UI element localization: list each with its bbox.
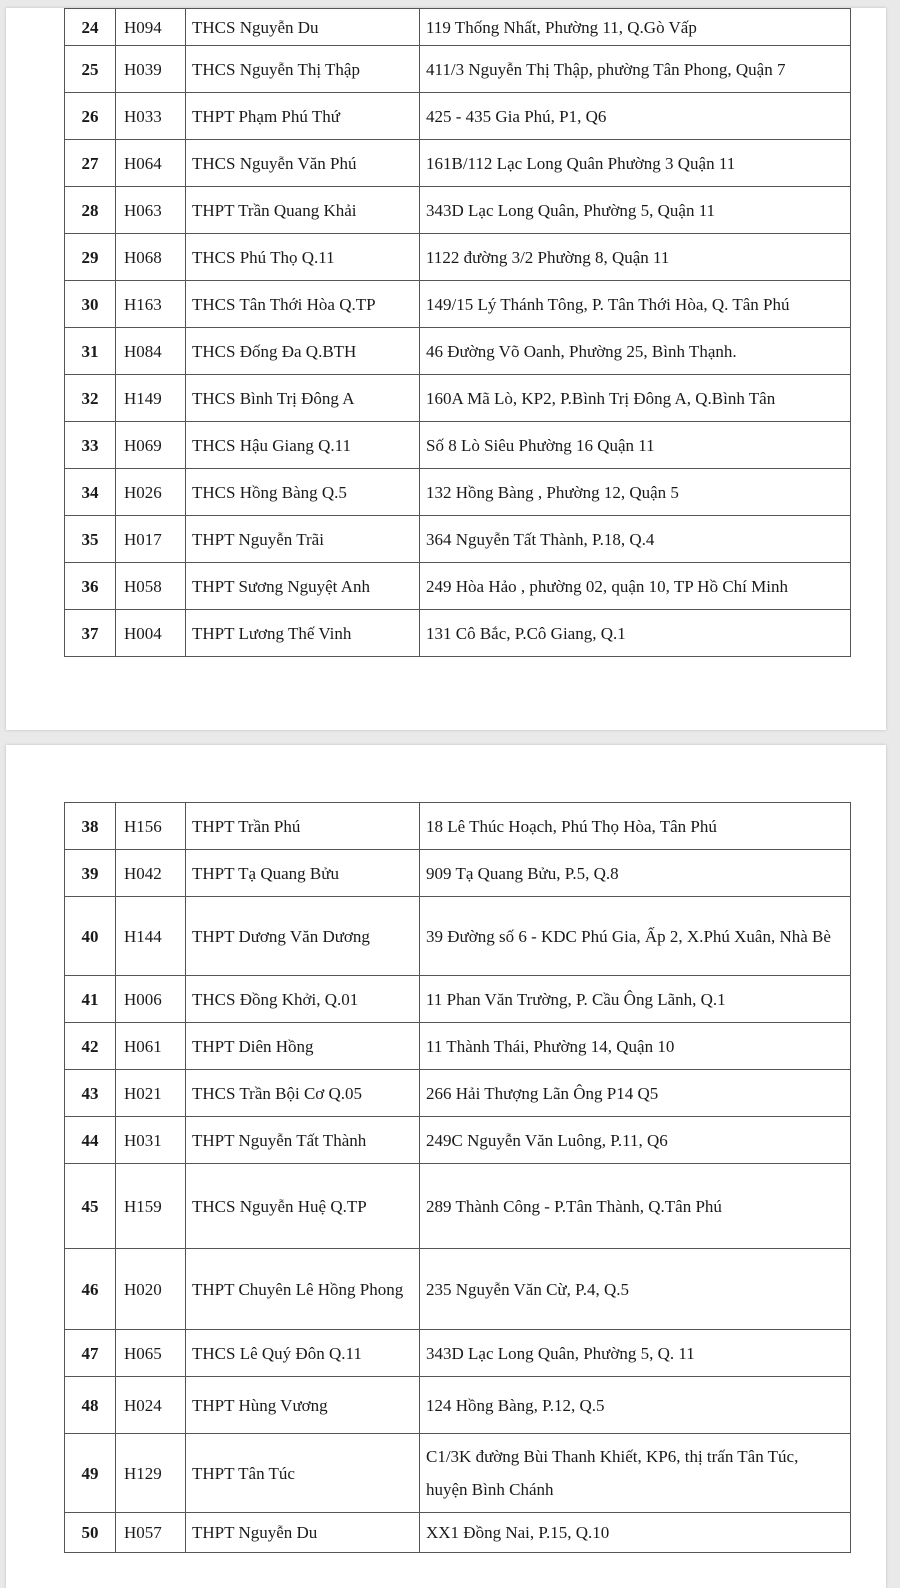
school-code-cell: H144 bbox=[116, 897, 186, 976]
row-number-cell: 28 bbox=[65, 187, 116, 234]
school-name-cell: THPT Trần Phú bbox=[186, 803, 420, 850]
row-number-cell: 35 bbox=[65, 516, 116, 563]
row-number-cell: 33 bbox=[65, 422, 116, 469]
school-address-cell: 425 - 435 Gia Phú, P1, Q6 bbox=[420, 93, 851, 140]
row-number-cell: 50 bbox=[65, 1513, 116, 1553]
school-code-cell: H129 bbox=[116, 1434, 186, 1513]
row-number-cell: 48 bbox=[65, 1377, 116, 1434]
table-row bbox=[65, 1023, 851, 1070]
school-name-cell: THPT Hùng Vương bbox=[186, 1377, 420, 1434]
table-row bbox=[65, 9, 851, 46]
school-code-cell: H026 bbox=[116, 469, 186, 516]
table-row bbox=[65, 563, 851, 610]
school-code-cell: H033 bbox=[116, 93, 186, 140]
row-number-cell: 40 bbox=[65, 897, 116, 976]
table-row bbox=[65, 469, 851, 516]
school-name-cell: THPT Trần Quang Khải bbox=[186, 187, 420, 234]
school-code-cell: H017 bbox=[116, 516, 186, 563]
school-address-cell: 343D Lạc Long Quân, Phường 5, Quận 11 bbox=[420, 187, 851, 234]
table-row bbox=[65, 850, 851, 897]
school-address-cell: 289 Thành Công - P.Tân Thành, Q.Tân Phú bbox=[420, 1164, 851, 1249]
school-name-cell: THPT Nguyễn Trãi bbox=[186, 516, 420, 563]
school-code-cell: H061 bbox=[116, 1023, 186, 1070]
school-code-cell: H163 bbox=[116, 281, 186, 328]
table-row bbox=[65, 187, 851, 234]
row-number-cell: 46 bbox=[65, 1249, 116, 1330]
school-table-page-1 bbox=[64, 8, 851, 657]
row-number-cell: 36 bbox=[65, 563, 116, 610]
school-code-cell: H084 bbox=[116, 328, 186, 375]
document-page-2 bbox=[6, 745, 886, 1588]
school-name-cell: THCS Nguyễn Văn Phú bbox=[186, 140, 420, 187]
school-name-cell: THCS Lê Quý Đôn Q.11 bbox=[186, 1330, 420, 1377]
school-name-cell: THCS Nguyễn Huệ Q.TP bbox=[186, 1164, 420, 1249]
table-row bbox=[65, 140, 851, 187]
school-code-cell: H156 bbox=[116, 803, 186, 850]
school-table-page-2 bbox=[64, 802, 851, 1553]
row-number-cell: 49 bbox=[65, 1434, 116, 1513]
school-code-cell: H058 bbox=[116, 563, 186, 610]
school-code-cell: H065 bbox=[116, 1330, 186, 1377]
row-number-cell: 25 bbox=[65, 46, 116, 93]
school-name-cell: THCS Đồng Khởi, Q.01 bbox=[186, 976, 420, 1023]
table-row bbox=[65, 1513, 851, 1553]
row-number-cell: 27 bbox=[65, 140, 116, 187]
school-address-cell: 132 Hồng Bàng , Phường 12, Quận 5 bbox=[420, 469, 851, 516]
table-row bbox=[65, 803, 851, 850]
school-address-cell: C1/3K đường Bùi Thanh Khiết, KP6, thị trấn Tân Túc, huyện Bình Chánh bbox=[420, 1434, 851, 1513]
table-row bbox=[65, 1249, 851, 1330]
school-address-cell: 411/3 Nguyễn Thị Thập, phường Tân Phong, Quận 7 bbox=[420, 46, 851, 93]
school-name-cell: THCS Đống Đa Q.BTH bbox=[186, 328, 420, 375]
school-address-cell: 909 Tạ Quang Bửu, P.5, Q.8 bbox=[420, 850, 851, 897]
school-name-cell: THCS Trần Bội Cơ Q.05 bbox=[186, 1070, 420, 1117]
school-code-cell: H063 bbox=[116, 187, 186, 234]
school-code-cell: H024 bbox=[116, 1377, 186, 1434]
table-row bbox=[65, 1070, 851, 1117]
school-name-cell: THCS Tân Thới Hòa Q.TP bbox=[186, 281, 420, 328]
school-code-cell: H068 bbox=[116, 234, 186, 281]
school-address-cell: 39 Đường số 6 - KDC Phú Gia, Ấp 2, X.Phú Xuân, Nhà Bè bbox=[420, 897, 851, 976]
table-row bbox=[65, 610, 851, 657]
school-address-cell: 149/15 Lý Thánh Tông, P. Tân Thới Hòa, Q. Tân Phú bbox=[420, 281, 851, 328]
table-row bbox=[65, 1164, 851, 1249]
school-name-cell: THCS Hồng Bàng Q.5 bbox=[186, 469, 420, 516]
school-address-cell: 1122 đường 3/2 Phường 8, Quận 11 bbox=[420, 234, 851, 281]
school-name-cell: THCS Nguyễn Du bbox=[186, 9, 420, 46]
school-name-cell: THPT Diên Hồng bbox=[186, 1023, 420, 1070]
table-row bbox=[65, 976, 851, 1023]
row-number-cell: 39 bbox=[65, 850, 116, 897]
table-row bbox=[65, 1377, 851, 1434]
school-name-cell: THPT Sương Nguyệt Anh bbox=[186, 563, 420, 610]
school-name-cell: THCS Bình Trị Đông A bbox=[186, 375, 420, 422]
table-row bbox=[65, 93, 851, 140]
school-code-cell: H057 bbox=[116, 1513, 186, 1553]
table-row bbox=[65, 46, 851, 93]
table-row bbox=[65, 1330, 851, 1377]
school-address-cell: Số 8 Lò Siêu Phường 16 Quận 11 bbox=[420, 422, 851, 469]
school-address-cell: 364 Nguyễn Tất Thành, P.18, Q.4 bbox=[420, 516, 851, 563]
row-number-cell: 30 bbox=[65, 281, 116, 328]
table-row bbox=[65, 1117, 851, 1164]
school-code-cell: H159 bbox=[116, 1164, 186, 1249]
school-address-cell: 235 Nguyễn Văn Cừ, P.4, Q.5 bbox=[420, 1249, 851, 1330]
row-number-cell: 37 bbox=[65, 610, 116, 657]
school-address-cell: 249 Hòa Hảo , phường 02, quận 10, TP Hồ Chí Minh bbox=[420, 563, 851, 610]
row-number-cell: 26 bbox=[65, 93, 116, 140]
document-page-1 bbox=[6, 8, 886, 730]
school-code-cell: H020 bbox=[116, 1249, 186, 1330]
school-address-cell: 11 Thành Thái, Phường 14, Quận 10 bbox=[420, 1023, 851, 1070]
row-number-cell: 24 bbox=[65, 9, 116, 46]
row-number-cell: 41 bbox=[65, 976, 116, 1023]
school-address-cell: 46 Đường Võ Oanh, Phường 25, Bình Thạnh. bbox=[420, 328, 851, 375]
row-number-cell: 47 bbox=[65, 1330, 116, 1377]
school-name-cell: THPT Tạ Quang Bửu bbox=[186, 850, 420, 897]
school-address-cell: 131 Cô Bắc, P.Cô Giang, Q.1 bbox=[420, 610, 851, 657]
row-number-cell: 29 bbox=[65, 234, 116, 281]
school-address-cell: 124 Hồng Bàng, P.12, Q.5 bbox=[420, 1377, 851, 1434]
school-address-cell: 343D Lạc Long Quân, Phường 5, Q. 11 bbox=[420, 1330, 851, 1377]
school-address-cell: 18 Lê Thúc Hoạch, Phú Thọ Hòa, Tân Phú bbox=[420, 803, 851, 850]
school-name-cell: THPT Chuyên Lê Hồng Phong bbox=[186, 1249, 420, 1330]
school-address-cell: 119 Thống Nhất, Phường 11, Q.Gò Vấp bbox=[420, 9, 851, 46]
school-code-cell: H064 bbox=[116, 140, 186, 187]
school-code-cell: H004 bbox=[116, 610, 186, 657]
school-code-cell: H039 bbox=[116, 46, 186, 93]
table-row bbox=[65, 328, 851, 375]
table-row bbox=[65, 422, 851, 469]
school-address-cell: 249C Nguyễn Văn Luông, P.11, Q6 bbox=[420, 1117, 851, 1164]
school-code-cell: H094 bbox=[116, 9, 186, 46]
school-address-cell: 11 Phan Văn Trường, P. Cầu Ông Lãnh, Q.1 bbox=[420, 976, 851, 1023]
school-name-cell: THCS Nguyễn Thị Thập bbox=[186, 46, 420, 93]
table-row bbox=[65, 897, 851, 976]
school-name-cell: THPT Dương Văn Dương bbox=[186, 897, 420, 976]
row-number-cell: 44 bbox=[65, 1117, 116, 1164]
school-code-cell: H021 bbox=[116, 1070, 186, 1117]
school-address-cell: 160A Mã Lò, KP2, P.Bình Trị Đông A, Q.Bình Tân bbox=[420, 375, 851, 422]
school-name-cell: THPT Tân Túc bbox=[186, 1434, 420, 1513]
row-number-cell: 45 bbox=[65, 1164, 116, 1249]
school-code-cell: H042 bbox=[116, 850, 186, 897]
school-name-cell: THPT Nguyễn Tất Thành bbox=[186, 1117, 420, 1164]
table-row bbox=[65, 516, 851, 563]
table-row bbox=[65, 1434, 851, 1513]
school-code-cell: H006 bbox=[116, 976, 186, 1023]
school-address-cell: 266 Hải Thượng Lãn Ông P14 Q5 bbox=[420, 1070, 851, 1117]
school-address-cell: 161B/112 Lạc Long Quân Phường 3 Quận 11 bbox=[420, 140, 851, 187]
row-number-cell: 34 bbox=[65, 469, 116, 516]
school-code-cell: H149 bbox=[116, 375, 186, 422]
school-name-cell: THPT Nguyễn Du bbox=[186, 1513, 420, 1553]
row-number-cell: 43 bbox=[65, 1070, 116, 1117]
school-name-cell: THCS Phú Thọ Q.11 bbox=[186, 234, 420, 281]
row-number-cell: 31 bbox=[65, 328, 116, 375]
school-code-cell: H031 bbox=[116, 1117, 186, 1164]
row-number-cell: 32 bbox=[65, 375, 116, 422]
school-address-cell: XX1 Đồng Nai, P.15, Q.10 bbox=[420, 1513, 851, 1553]
row-number-cell: 38 bbox=[65, 803, 116, 850]
school-name-cell: THCS Hậu Giang Q.11 bbox=[186, 422, 420, 469]
school-code-cell: H069 bbox=[116, 422, 186, 469]
table-row bbox=[65, 375, 851, 422]
school-name-cell: THPT Lương Thế Vinh bbox=[186, 610, 420, 657]
row-number-cell: 42 bbox=[65, 1023, 116, 1070]
table-row bbox=[65, 281, 851, 328]
table-row bbox=[65, 234, 851, 281]
school-name-cell: THPT Phạm Phú Thứ bbox=[186, 93, 420, 140]
